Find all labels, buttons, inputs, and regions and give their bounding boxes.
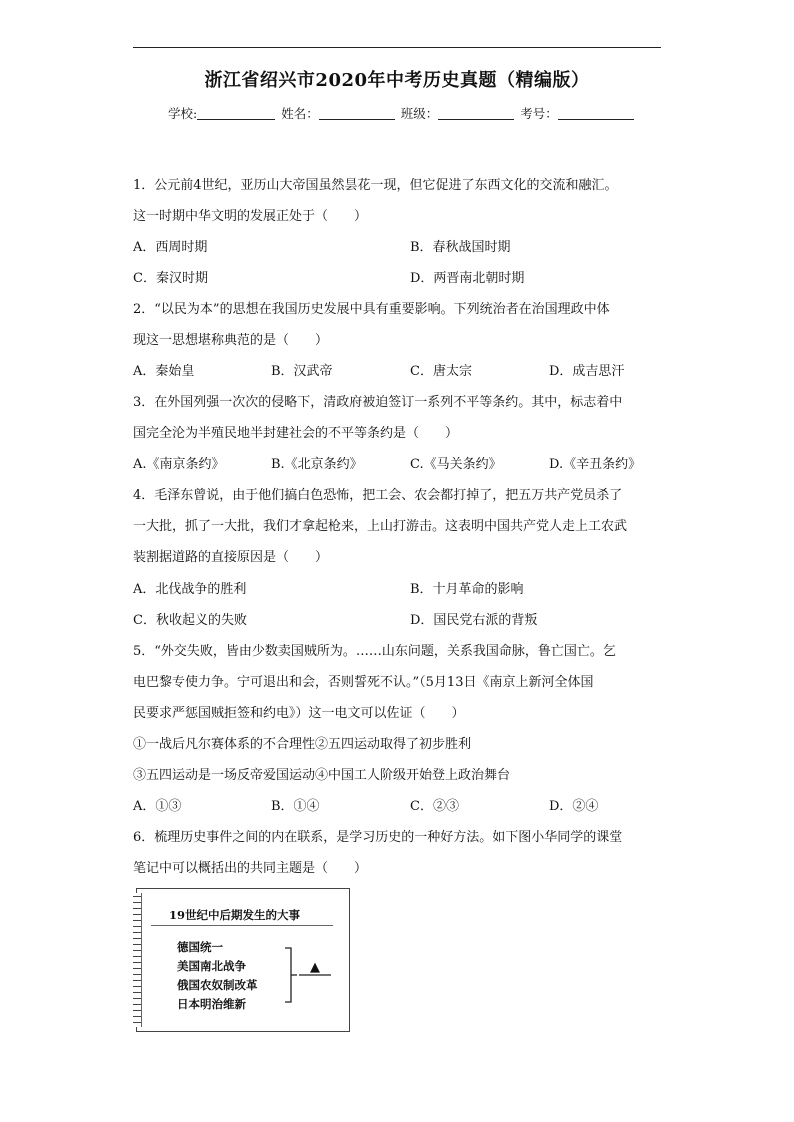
q4-option-c: C．秋收起义的失败 [133, 613, 247, 628]
student-info-row [168, 104, 636, 122]
q2-line-1: 2．“以民为本”的思想在我国历史发展中具有重要影响。下列统治者在治国理政中体 [133, 302, 610, 317]
number-blank[interactable] [558, 107, 634, 120]
q1-option-c: C．秦汉时期 [133, 271, 208, 286]
q1-option-a: A．西周时期 [133, 240, 208, 255]
page-title: 浙江省绍兴市2020年中考历史真题（精编版） [204, 70, 590, 91]
q2-option-a: A．秦始皇 [133, 364, 195, 379]
class-label: 班级： [400, 106, 439, 121]
q4-line-2: 一大批，抓了一大批，我们才拿起枪来，上山打游击。这表明中国共产党人走上工农武 [133, 519, 628, 534]
note-item-4: 日本明治维新 [177, 997, 246, 1011]
top-rule [133, 47, 661, 48]
number-label: 考号： [520, 106, 558, 121]
note-item-1: 德国统一 [177, 940, 223, 954]
q5-option-a: A．①③ [133, 799, 182, 814]
q3-line-2: 国完全沦为半殖民地半封建社会的不平等条约是（ ） [133, 426, 459, 441]
q4-line-3: 装割据道路的直接原因是（ ） [133, 550, 329, 565]
name-blank[interactable] [319, 107, 395, 120]
q5-line-3: 民要求严惩国贼拒签和约电》）这一电文可以佐证（ ） [133, 706, 465, 721]
brace-bracket [283, 946, 335, 1006]
q5-statement-2: ③五四运动是一场反帝爱国运动④中国工人阶级开始登上政治舞台 [133, 768, 511, 783]
q2-option-c: C．唐太宗 [410, 364, 472, 379]
q4-option-a: A．北伐战争的胜利 [133, 582, 247, 597]
q3-option-d: D.《辛丑条约》 [549, 457, 642, 472]
note-item-3: 俄国农奴制改革 [177, 978, 258, 992]
q4-line-1: 4．毛泽东曾说，由于他们搞白色恐怖，把工会、农会都打掉了，把五万共产党员杀了 [133, 488, 623, 503]
q5-option-d: D．②④ [549, 799, 599, 814]
note-item-2: 美国南北战争 [177, 959, 246, 973]
q5-statement-1: ①一战后凡尔赛体系的不合理性②五四运动取得了初步胜利 [133, 737, 472, 752]
name-label: 姓名： [281, 106, 319, 121]
q3-line-1: 3．在外国列强一次次的侵略下，清政府被迫签订一系列不平等条约。其中，标志着中 [133, 395, 623, 410]
school-blank[interactable] [197, 107, 275, 120]
q4-option-b: B．十月革命的影响 [410, 582, 524, 597]
q1-option-b: B．春秋战国时期 [410, 240, 511, 255]
school-label: 学校: [168, 106, 198, 121]
notebook-figure [136, 888, 350, 1032]
q1-line-1: 1．公元前4世纪，亚历山大帝国虽然昙花一现，但它促进了东西文化的交流和融汇。 [133, 178, 618, 193]
q3-option-c: C.《马关条约》 [410, 457, 502, 472]
q5-option-c: C．②③ [410, 799, 459, 814]
class-blank[interactable] [438, 107, 514, 120]
q5-option-b: B．①④ [271, 799, 320, 814]
q2-option-b: B．汉武帝 [271, 364, 333, 379]
q1-option-d: D．两晋南北朝时期 [410, 271, 525, 286]
q2-line-2: 现这一思想堪称典范的是（ ） [133, 333, 329, 348]
note-divider [151, 925, 333, 926]
q1-line-2: 这一时期中华文明的发展正处于（ ） [133, 209, 368, 224]
q5-line-2: 电巴黎专使力争。宁可退出和会，否则誓死不认。”（5月13日《南京上新河全体国 [133, 675, 594, 690]
q5-line-1: 5．“外交失败，皆由少数卖国贼所为。……山东问题，关系我国命脉，鲁亡国亡。乞 [133, 644, 616, 659]
q6-line-2: 笔记中可以概括出的共同主题是（ ） [133, 861, 368, 876]
q6-line-1: 6．梳理历史事件之间的内在联系，是学习历史的一种好方法。如下图小华同学的课堂 [133, 830, 623, 845]
q4-option-d: D．国民党右派的背叛 [410, 613, 538, 628]
q3-option-a: A.《南京条约》 [133, 457, 225, 472]
note-title: 19世纪中后期发生的大事 [169, 908, 301, 922]
q2-option-d: D．成吉思汗 [549, 364, 625, 379]
q3-option-b: B.《北京条约》 [271, 457, 363, 472]
triangle-marker: ▲ [310, 960, 320, 975]
notebook-spiral [133, 893, 142, 1027]
